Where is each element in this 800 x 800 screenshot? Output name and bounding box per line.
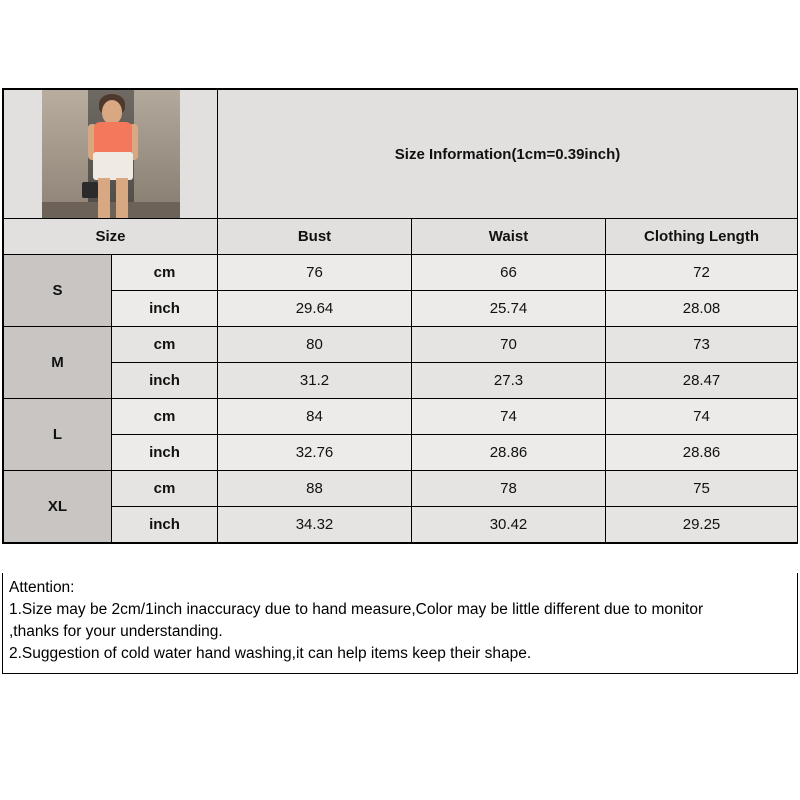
product-photo (42, 90, 180, 218)
s-waist-inch: 25.74 (412, 291, 606, 327)
attention-heading: Attention: (9, 579, 75, 596)
unit-inch: inch (112, 435, 218, 471)
size-chart-table-container (2, 88, 798, 544)
m-waist-inch: 27.3 (412, 363, 606, 399)
table-row (4, 291, 798, 327)
unit-inch: inch (112, 291, 218, 327)
size-label-m: M (4, 327, 112, 399)
size-chart-table (3, 89, 798, 543)
l-bust-cm: 84 (218, 399, 412, 435)
xl-waist-inch: 30.42 (412, 507, 606, 543)
waist-column-header: Waist (412, 219, 606, 255)
unit-cm: cm (112, 327, 218, 363)
s-waist-cm: 66 (412, 255, 606, 291)
table-row (4, 255, 798, 291)
s-bust-cm: 76 (218, 255, 412, 291)
unit-inch: inch (112, 363, 218, 399)
s-length-cm: 72 (606, 255, 798, 291)
table-row (4, 363, 798, 399)
attention-line-3: 2.Suggestion of cold water hand washing,it can help items keep their shape. (9, 645, 532, 662)
size-label-s: S (4, 255, 112, 327)
xl-bust-cm: 88 (218, 471, 412, 507)
table-row (4, 399, 798, 435)
size-column-header: Size (4, 219, 218, 255)
unit-cm: cm (112, 255, 218, 291)
l-length-cm: 74 (606, 399, 798, 435)
xl-length-cm: 75 (606, 471, 798, 507)
attention-line-2: ,thanks for your understanding. (9, 623, 223, 640)
xl-bust-inch: 34.32 (218, 507, 412, 543)
table-row (4, 327, 798, 363)
table-row-title (4, 90, 798, 219)
unit-inch: inch (112, 507, 218, 543)
xl-length-inch: 29.25 (606, 507, 798, 543)
l-bust-inch: 32.76 (218, 435, 412, 471)
table-row (4, 435, 798, 471)
m-bust-inch: 31.2 (218, 363, 412, 399)
l-waist-cm: 74 (412, 399, 606, 435)
m-length-cm: 73 (606, 327, 798, 363)
l-waist-inch: 28.86 (412, 435, 606, 471)
table-row (4, 507, 798, 543)
s-length-inch: 28.08 (606, 291, 798, 327)
unit-cm: cm (112, 399, 218, 435)
size-label-xl: XL (4, 471, 112, 543)
m-bust-cm: 80 (218, 327, 412, 363)
xl-waist-cm: 78 (412, 471, 606, 507)
m-length-inch: 28.47 (606, 363, 798, 399)
size-label-l: L (4, 399, 112, 471)
table-row-header (4, 219, 798, 255)
m-waist-cm: 70 (412, 327, 606, 363)
size-information-title: Size Information(1cm=0.39inch) (218, 90, 798, 219)
clothing-length-column-header: Clothing Length (606, 219, 798, 255)
table-row (4, 471, 798, 507)
unit-cm: cm (112, 471, 218, 507)
attention-note (2, 573, 798, 674)
bust-column-header: Bust (218, 219, 412, 255)
product-photo-cell (4, 90, 218, 219)
s-bust-inch: 29.64 (218, 291, 412, 327)
attention-line-1: 1.Size may be 2cm/1inch inaccuracy due to hand measure,Color may be little different due to monitor (9, 601, 704, 618)
l-length-inch: 28.86 (606, 435, 798, 471)
